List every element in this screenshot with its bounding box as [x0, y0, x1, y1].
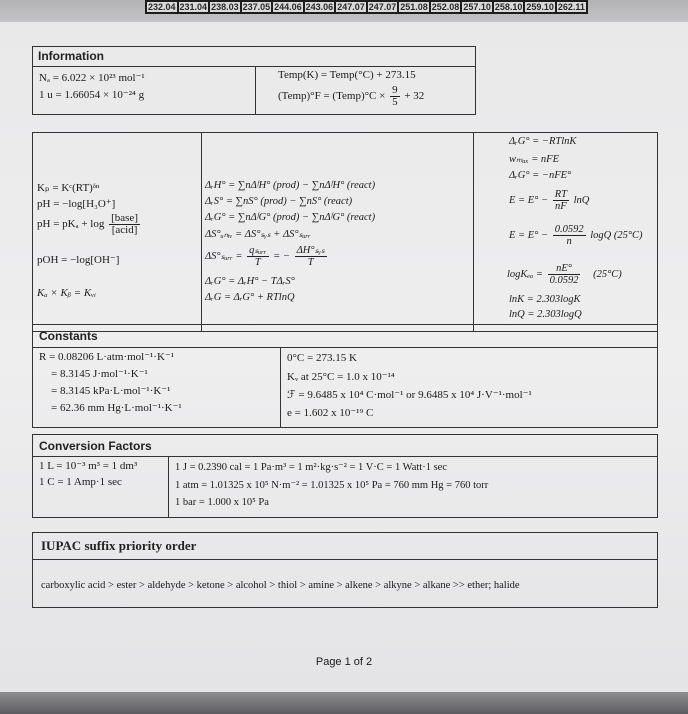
conversion-box: [32, 434, 658, 518]
numerator: qₛᵤᵣᵣ: [249, 245, 267, 256]
kw-equation: Kₐ × Kᵦ = Kᵥᵢ: [37, 287, 97, 299]
iupac-box: [32, 532, 658, 608]
ph-equation: pH = −log[H₃O⁺]: [37, 198, 116, 210]
log-keq-suffix: (25°C): [593, 268, 622, 280]
denominator: 5: [392, 96, 398, 108]
nernst-log-equation: [509, 224, 643, 247]
numerator: 0.0592: [554, 224, 584, 235]
entropy-equation: ΔᵣS° = ∑nS° (prod) − ∑nS° (react): [205, 196, 353, 207]
gibbs-formation-equation: ΔᵣG° = ∑nΔᶠG° (prod) − ∑nΔᶠG° (react): [205, 212, 376, 223]
entropy-surroundings-equation: [205, 245, 329, 268]
denominator: nF: [555, 201, 567, 212]
gibbs-nonstandard-equation: ΔᵣG = ΔᵣG° + RTlnQ: [205, 292, 295, 303]
lnq-equation: lnQ = 2.303logQ: [509, 309, 582, 320]
nernst-lnq: lnQ: [573, 194, 590, 206]
bottom-bar: [0, 692, 688, 714]
faraday-constant: ℱ = 9.6485 x 10⁴ C·mol⁻¹ or 9.6485 x 10⁴ J·V⁻¹·mol⁻¹: [287, 389, 532, 401]
ssurr-mid: = −: [273, 250, 290, 262]
fraction: [553, 224, 586, 247]
elementary-charge: e = 1.602 x 10⁻¹⁹ C: [287, 407, 374, 419]
gas-constant-joule: = 8.3145 J·mol⁻¹·K⁻¹: [51, 368, 148, 380]
nernst-equation: [509, 189, 589, 212]
nernst-log-suffix: logQ (25°C): [590, 229, 643, 241]
divider: [255, 66, 256, 114]
fraction: [553, 189, 569, 212]
atomic-mass-cell: 251.08: [400, 2, 428, 12]
gas-constant-kpa: = 8.3145 kPa·L·mol⁻¹·K⁻¹: [51, 385, 171, 397]
nernst-text: E = E° −: [509, 194, 549, 206]
henderson-equation: [37, 213, 142, 236]
page-number: Page 1 of 2: [315, 656, 373, 668]
divider: [201, 133, 202, 331]
atomic-mass-cell: 243.06: [305, 2, 334, 12]
numerator: 9: [392, 84, 398, 96]
equations-box: [32, 132, 658, 332]
zero-celsius: 0°C = 273.15 K: [287, 352, 357, 364]
constants-header: Constants: [39, 329, 98, 343]
atomic-mass-cell: 244.06: [274, 2, 302, 12]
fahrenheit-text: (Temp)°F = (Temp)°C ×: [278, 90, 386, 103]
henderson-text: pH = pKₐ + log: [37, 218, 105, 231]
iupac-priority-list: carboxylic acid > ester > aldehyde > ketone > alcohol > thiol > amine > alkene > alkyne > alkane >> ether; halide: [41, 580, 520, 591]
atomic-mass-unit: 1 u = 1.66054 × 10⁻²⁴ g: [39, 89, 145, 101]
information-box: [32, 46, 476, 115]
atomic-mass-cell: 252.08: [431, 2, 460, 12]
denominator: 0.0592: [549, 275, 579, 286]
numerator: [base]: [111, 212, 138, 224]
numerator: RT: [554, 189, 567, 200]
atomic-mass-cell: 231.04: [179, 2, 208, 12]
kelvin-conversion: Temp(K) = Temp(°C) + 273.15: [278, 69, 416, 81]
gas-constant-mmhg: = 62.36 mm Hg·L·mol⁻¹·K⁻¹: [51, 402, 182, 414]
gibbs-helmholtz-equation: ΔᵣG° = ΔᵣH° − TΔᵣS°: [205, 276, 295, 287]
fahrenheit-offset: + 32: [404, 90, 425, 103]
atomic-mass-cell: 237.05: [242, 2, 271, 12]
fahrenheit-conversion: [278, 85, 424, 108]
denominator: [acid]: [111, 224, 138, 236]
divider: [33, 456, 657, 457]
max-work-equation: wₘₐₓ = nFE: [509, 154, 560, 165]
nernst-log-text: E = E° −: [509, 229, 549, 241]
atomic-mass-cell: 257.10: [463, 2, 491, 12]
coulomb-conversion: 1 C = 1 Amp·1 sec: [39, 476, 122, 488]
lnk-equation: lnK = 2.303logK: [509, 294, 581, 305]
periodic-table-strip: [145, 0, 588, 14]
poh-equation: pOH = −log[OH⁻]: [37, 254, 120, 266]
divider: [473, 133, 474, 331]
kp-equation: Kₚ = Kᶜ(RT)ᵟⁿ: [37, 182, 100, 194]
fraction: [390, 85, 400, 108]
avogadro-constant: Nₐ = 6.022 × 10²³ mol⁻¹: [39, 72, 145, 84]
divider: [33, 559, 657, 560]
ssurr-text: ΔS°ₛᵤᵣᵣ =: [205, 250, 243, 262]
fraction: [548, 263, 581, 286]
iupac-header: IUPAC suffix priority order: [41, 538, 197, 553]
enthalpy-equation: ΔᵣH° = ∑nΔᶠH° (prod) − ∑nΔᶠH° (react): [205, 180, 376, 191]
divider: [33, 66, 475, 67]
joule-conversion: 1 J = 0.2390 cal = 1 Pa·m³ = 1 m²·kg·s⁻² = 1 V·C = 1 Watt·1 sec: [175, 462, 448, 473]
gas-constant-atm: R = 0.08206 L·atm·mol⁻¹·K⁻¹: [39, 351, 175, 363]
atm-conversion: 1 atm = 1.01325 x 10⁵ N·m⁻² = 1.01325 x 10⁵ Pa = 760 mm Hg = 760 torr: [175, 480, 489, 491]
water-ion-product: Kᵥ at 25°C = 1.0 x 10⁻¹⁴: [287, 371, 395, 383]
denominator: T: [254, 257, 261, 268]
conversion-header: Conversion Factors: [39, 439, 152, 453]
atomic-mass-cell: 232.04: [148, 2, 176, 12]
numerator: ΔH°ₛᵧₛ: [296, 245, 325, 256]
fraction: [295, 245, 327, 268]
divider: [280, 347, 281, 427]
numerator: nE°: [548, 263, 581, 275]
atomic-mass-cell: 262.11: [557, 2, 585, 12]
atomic-mass-cell: 258.10: [494, 2, 523, 12]
atomic-mass-cell: 247.07: [368, 2, 397, 12]
constants-box: [32, 324, 658, 428]
information-header: Information: [38, 49, 104, 63]
denominator: T: [307, 257, 314, 268]
fraction: [109, 213, 140, 236]
gibbs-lnk-equation: ΔᵣG° = −RTlnK: [509, 136, 577, 147]
denominator: n: [566, 236, 572, 247]
log-keq-text: logKₑₐ =: [507, 268, 543, 280]
gibbs-cell-equation: ΔᵣG° = −nFE°: [509, 170, 572, 181]
atomic-mass-cell: 259.10: [526, 2, 554, 12]
log-keq-equation: [507, 263, 622, 286]
atomic-mass-cell: 238.03: [211, 2, 239, 12]
atomic-mass-cell: 247.07: [337, 2, 365, 12]
divider: [168, 456, 169, 517]
liter-conversion: 1 L = 10⁻³ m³ = 1 dm³: [39, 460, 138, 472]
fraction: [247, 245, 268, 268]
formula-sheet-page: [0, 22, 688, 692]
divider: [33, 347, 657, 348]
entropy-universe-equation: ΔS°ᵤₙᵢᵥ = ΔS°ₛᵧₛ + ΔS°ₛᵤᵣᵣ: [205, 229, 311, 240]
bar-conversion: 1 bar = 1.000 x 10⁵ Pa: [175, 497, 269, 508]
